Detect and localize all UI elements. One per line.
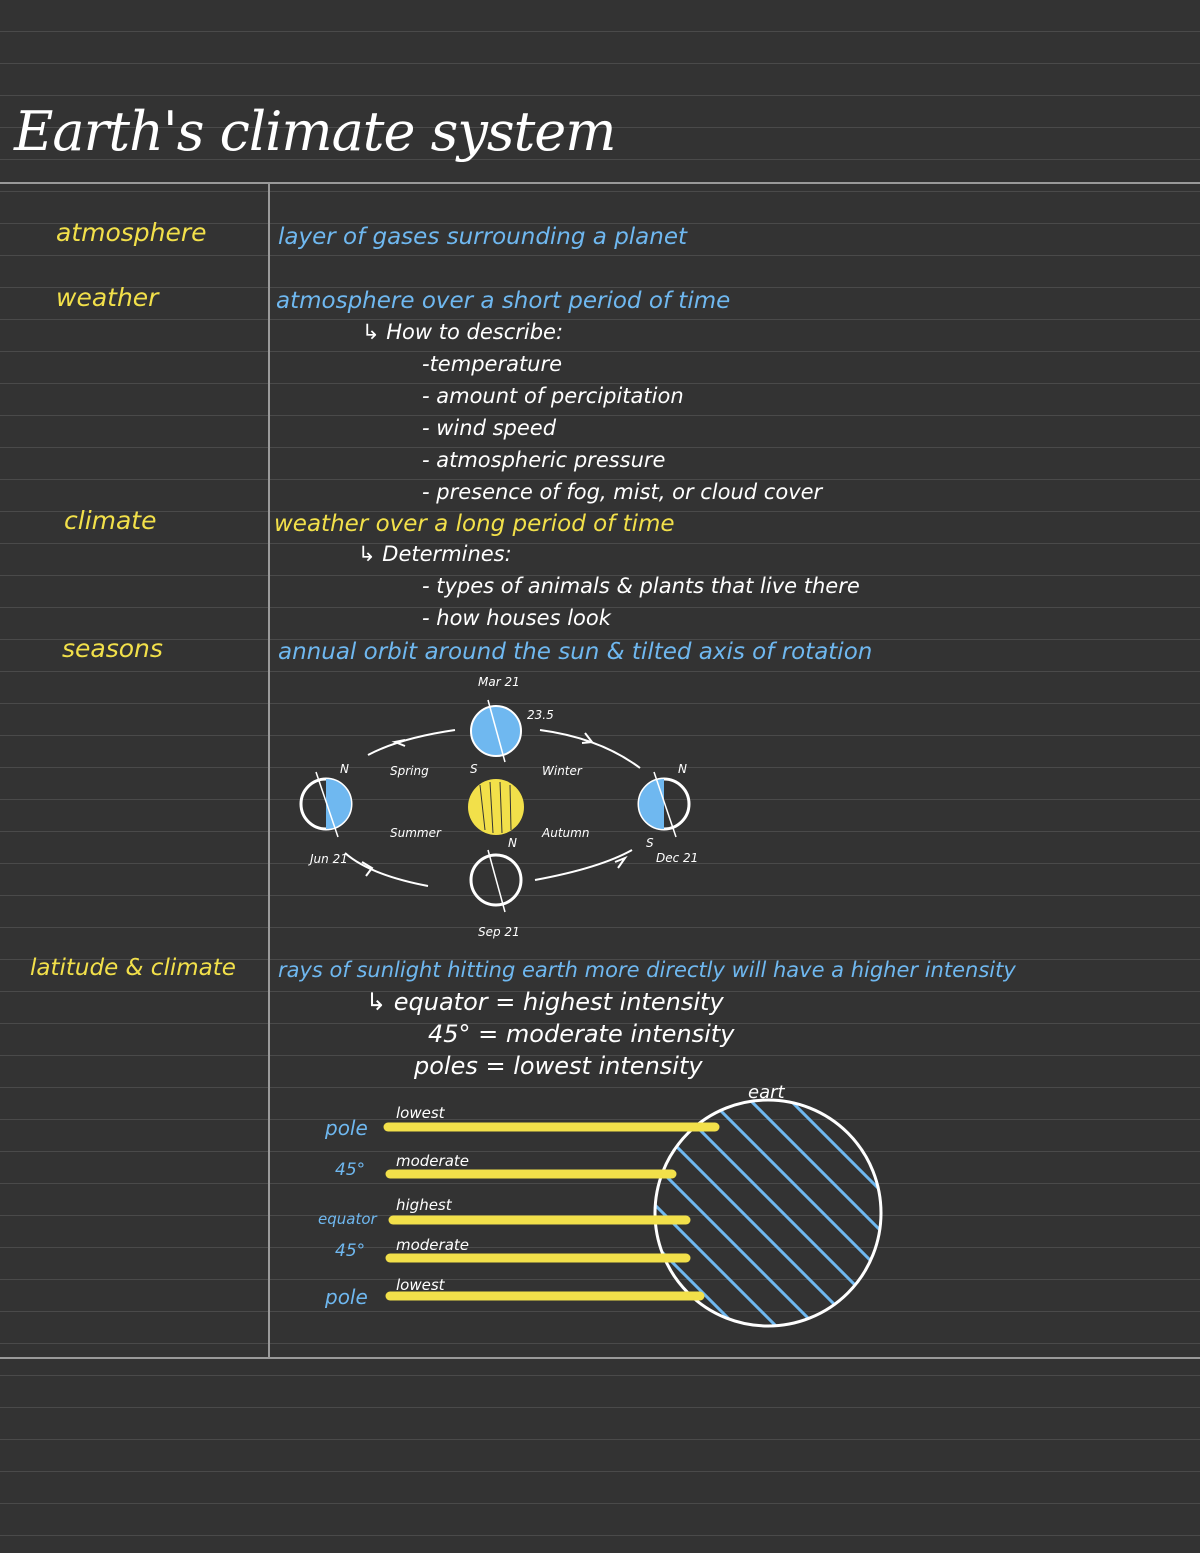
- def-seasons: annual orbit around the sun & tilted axis of rotation: [278, 639, 873, 665]
- earth-label: eart: [748, 1082, 785, 1103]
- term-weather: weather: [56, 283, 159, 312]
- season-spring: Spring: [390, 764, 429, 778]
- north-label: N: [340, 762, 349, 776]
- date-sep: Sep 21: [478, 925, 520, 939]
- season-summer: Summer: [390, 826, 441, 840]
- tilt-label: 23.5: [527, 708, 554, 722]
- climate-note-item: - types of animals & plants that live there: [422, 574, 860, 598]
- lat-label: pole: [325, 1285, 368, 1309]
- climate-note-item: - how houses look: [422, 606, 611, 630]
- weather-note-item: - amount of percipitation: [422, 384, 684, 408]
- south-label: S: [470, 762, 478, 776]
- intensity-equator: ↳ equator = highest intensity: [366, 988, 724, 1016]
- lat-label: pole: [325, 1116, 368, 1140]
- term-seasons: seasons: [62, 634, 163, 663]
- season-autumn: Autumn: [542, 826, 590, 840]
- intensity-label: lowest: [396, 1104, 445, 1122]
- intensity-label: highest: [396, 1196, 452, 1214]
- intensity-mid: 45° = moderate intensity: [428, 1020, 735, 1048]
- weather-note-item: - wind speed: [422, 416, 557, 440]
- intensity-poles: poles = lowest intensity: [414, 1052, 703, 1080]
- date-mar: Mar 21: [478, 675, 520, 689]
- term-climate: climate: [64, 506, 157, 535]
- north-label: N: [678, 762, 687, 776]
- climate-notes-heading: ↳ Determines:: [358, 542, 512, 566]
- season-winter: Winter: [542, 764, 582, 778]
- weather-note-item: -temperature: [422, 352, 563, 376]
- lat-label: 45°: [335, 1241, 366, 1261]
- weather-note-item: - presence of fog, mist, or cloud cover: [422, 480, 823, 504]
- intensity-label: lowest: [396, 1276, 445, 1294]
- def-climate: weather over a long period of time: [274, 511, 675, 537]
- term-atmosphere: atmosphere: [56, 218, 207, 247]
- weather-note-item: - atmospheric pressure: [422, 448, 666, 472]
- weather-notes-heading: ↳ How to describe:: [362, 320, 564, 344]
- def-weather: atmosphere over a short period of time: [276, 288, 731, 314]
- lat-label: equator: [318, 1210, 377, 1228]
- intensity-label: moderate: [396, 1152, 470, 1170]
- intensity-label: moderate: [396, 1236, 470, 1254]
- page-title: Earth's climate system: [14, 100, 616, 163]
- lat-label: 45°: [335, 1160, 366, 1180]
- north-label: N: [508, 836, 517, 850]
- def-atmosphere: layer of gases surrounding a planet: [278, 224, 688, 250]
- def-latitude: rays of sunlight hitting earth more directly will have a higher intensity: [278, 958, 1016, 982]
- south-label: S: [646, 836, 654, 850]
- date-jun: Jun 21: [310, 852, 348, 866]
- term-latitude: latitude & climate: [30, 955, 236, 981]
- date-dec: Dec 21: [656, 851, 699, 865]
